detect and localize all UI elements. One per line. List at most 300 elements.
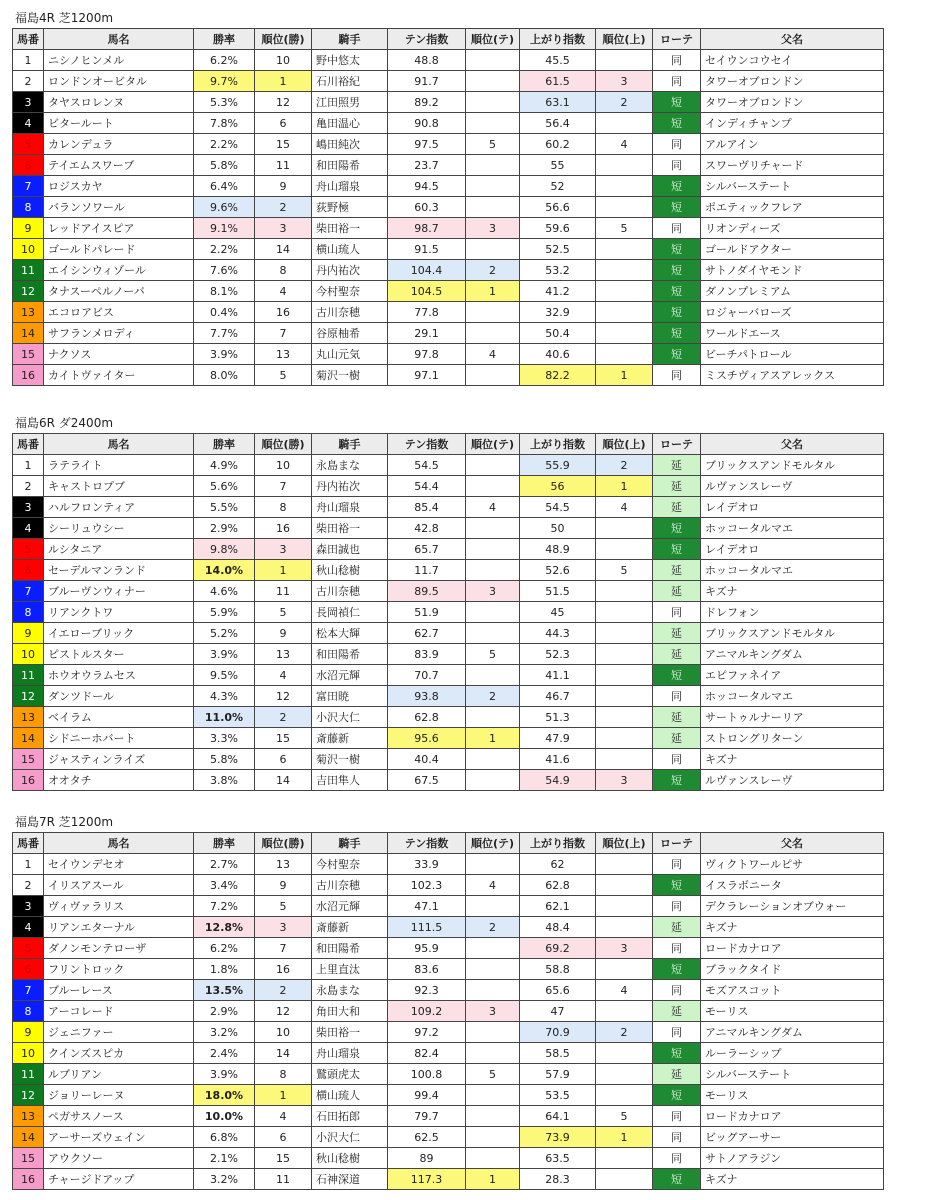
rotation: 短 (653, 770, 701, 791)
rotation: 短 (653, 323, 701, 344)
win-rate: 2.7% (194, 854, 255, 875)
ten-index: 91.5 (388, 239, 466, 260)
sire: ルヴァンスレーヴ (701, 476, 884, 497)
rotation: 同 (653, 71, 701, 92)
horse-name: ホウオウラムセス (44, 665, 194, 686)
horse-number: 1 (13, 50, 44, 71)
ten-index: 111.5 (388, 917, 466, 938)
agari-rank: 5 (596, 1106, 653, 1127)
table-row (13, 749, 884, 770)
win-rate: 10.0% (194, 1106, 255, 1127)
horse-number: 13 (13, 1106, 44, 1127)
jockey: 舟山瑠泉 (312, 497, 388, 518)
horse-number: 9 (13, 623, 44, 644)
horse-number: 8 (13, 1001, 44, 1022)
ten-index: 54.4 (388, 476, 466, 497)
table-row (13, 602, 884, 623)
agari-rank (596, 239, 653, 260)
win-rate: 4.6% (194, 581, 255, 602)
win-rate: 3.9% (194, 344, 255, 365)
horse-name: エイシンウィゾール (44, 260, 194, 281)
win-rank: 7 (255, 476, 312, 497)
agari-index: 70.9 (520, 1022, 596, 1043)
table-row (13, 197, 884, 218)
race-table (12, 832, 884, 1190)
jockey: 永島まな (312, 980, 388, 1001)
header-rotation: ローテ (653, 434, 701, 455)
rotation: 短 (653, 344, 701, 365)
win-rank: 9 (255, 875, 312, 896)
win-rate: 7.8% (194, 113, 255, 134)
jockey: 丸山元気 (312, 344, 388, 365)
win-rank: 4 (255, 1106, 312, 1127)
ten-rank (466, 71, 520, 92)
ten-index: 95.9 (388, 938, 466, 959)
win-rank: 7 (255, 938, 312, 959)
jockey: 野中悠太 (312, 50, 388, 71)
jockey: 松本大輝 (312, 623, 388, 644)
agari-index: 51.5 (520, 581, 596, 602)
agari-index: 55.9 (520, 455, 596, 476)
horse-number: 3 (13, 92, 44, 113)
win-rate: 3.8% (194, 770, 255, 791)
agari-rank: 2 (596, 92, 653, 113)
win-rate: 5.9% (194, 602, 255, 623)
horse-name: セーデルマンランド (44, 560, 194, 581)
rotation: 短 (653, 959, 701, 980)
ten-rank (466, 854, 520, 875)
horse-name: ダンツドール (44, 686, 194, 707)
agari-rank (596, 854, 653, 875)
agari-index: 45 (520, 602, 596, 623)
ten-index: 94.5 (388, 176, 466, 197)
horse-name: シドニーホバート (44, 728, 194, 749)
win-rank: 4 (255, 281, 312, 302)
ten-index: 97.8 (388, 344, 466, 365)
agari-index: 62.1 (520, 896, 596, 917)
agari-rank: 2 (596, 455, 653, 476)
win-rate: 6.2% (194, 50, 255, 71)
jockey: 水沼元輝 (312, 665, 388, 686)
horse-name: リアンクトワ (44, 602, 194, 623)
horse-name: アーサーズウェイン (44, 1127, 194, 1148)
header-horse-number: 馬番 (13, 434, 44, 455)
sire: ゴールドアクター (701, 239, 884, 260)
rotation: 同 (653, 50, 701, 71)
horse-name: ハルフロンティア (44, 497, 194, 518)
agari-rank (596, 749, 653, 770)
table-row (13, 560, 884, 581)
horse-name: ダノンモンテローザ (44, 938, 194, 959)
table-row (13, 1106, 884, 1127)
rotation: 延 (653, 497, 701, 518)
ten-index: 62.5 (388, 1127, 466, 1148)
race-title: 福島7R 芝1200m (15, 815, 114, 829)
win-rank: 5 (255, 896, 312, 917)
ten-index: 70.7 (388, 665, 466, 686)
horse-name: アウクソー (44, 1148, 194, 1169)
horse-number: 13 (13, 302, 44, 323)
agari-index: 52 (520, 176, 596, 197)
horse-name: ブルーレース (44, 980, 194, 1001)
win-rank: 14 (255, 1043, 312, 1064)
rotation: 延 (653, 917, 701, 938)
rotation: 短 (653, 665, 701, 686)
header-jockey: 騎手 (312, 29, 388, 50)
horse-name: ジャスティンライズ (44, 749, 194, 770)
horse-name: チャージドアップ (44, 1169, 194, 1190)
race-title: 福島4R 芝1200m (15, 11, 114, 25)
win-rate: 2.2% (194, 239, 255, 260)
agari-index: 54.5 (520, 497, 596, 518)
win-rate: 2.9% (194, 518, 255, 539)
table-row (13, 92, 884, 113)
ten-rank: 4 (466, 344, 520, 365)
ten-index: 11.7 (388, 560, 466, 581)
agari-rank (596, 875, 653, 896)
rotation: 短 (653, 92, 701, 113)
horse-name: ジェニファー (44, 1022, 194, 1043)
table-row (13, 497, 884, 518)
horse-number: 6 (13, 155, 44, 176)
win-rank: 5 (255, 602, 312, 623)
win-rate: 2.2% (194, 134, 255, 155)
ten-index: 109.2 (388, 1001, 466, 1022)
win-rank: 3 (255, 917, 312, 938)
horse-number: 7 (13, 176, 44, 197)
agari-index: 50.4 (520, 323, 596, 344)
agari-index: 52.5 (520, 239, 596, 260)
rotation: 同 (653, 686, 701, 707)
sire: タワーオブロンドン (701, 71, 884, 92)
agari-rank (596, 518, 653, 539)
agari-rank: 3 (596, 770, 653, 791)
header-jockey: 騎手 (312, 833, 388, 854)
agari-index: 60.2 (520, 134, 596, 155)
jockey: 斎藤新 (312, 917, 388, 938)
ten-index: 54.5 (388, 455, 466, 476)
win-rank: 8 (255, 260, 312, 281)
agari-rank (596, 281, 653, 302)
win-rank: 11 (255, 155, 312, 176)
horse-number: 11 (13, 1064, 44, 1085)
win-rate: 5.8% (194, 155, 255, 176)
win-rate: 5.2% (194, 623, 255, 644)
sire: ミスチヴィアスアレックス (701, 365, 884, 386)
table-row (13, 938, 884, 959)
horse-number: 5 (13, 938, 44, 959)
ten-rank (466, 239, 520, 260)
ten-index: 51.9 (388, 602, 466, 623)
jockey: 柴田裕一 (312, 1022, 388, 1043)
ten-index: 91.7 (388, 71, 466, 92)
sire: キズナ (701, 917, 884, 938)
table-row (13, 455, 884, 476)
ten-rank (466, 197, 520, 218)
sire: ストロングリターン (701, 728, 884, 749)
jockey: 丹内祐次 (312, 476, 388, 497)
sire: ルヴァンスレーヴ (701, 770, 884, 791)
win-rate: 5.8% (194, 749, 255, 770)
rotation: 延 (653, 1064, 701, 1085)
jockey: 今村聖奈 (312, 854, 388, 875)
table-row (13, 365, 884, 386)
table-row (13, 686, 884, 707)
ten-rank (466, 896, 520, 917)
rotation: 延 (653, 560, 701, 581)
ten-index: 89.5 (388, 581, 466, 602)
header-agari-rank: 順位(上) (596, 833, 653, 854)
ten-index: 95.6 (388, 728, 466, 749)
agari-index: 40.6 (520, 344, 596, 365)
horse-number: 9 (13, 1022, 44, 1043)
sire: ロードカナロア (701, 1106, 884, 1127)
horse-name: エコロアビス (44, 302, 194, 323)
ten-rank (466, 623, 520, 644)
sire: ロジャーバローズ (701, 302, 884, 323)
table-row (13, 476, 884, 497)
agari-rank (596, 50, 653, 71)
horse-name: ペガサスノース (44, 1106, 194, 1127)
header-ten-rank: 順位(テ) (466, 833, 520, 854)
ten-rank: 5 (466, 644, 520, 665)
win-rank: 9 (255, 176, 312, 197)
horse-number: 2 (13, 476, 44, 497)
win-rate: 0.4% (194, 302, 255, 323)
ten-rank (466, 1043, 520, 1064)
win-rate: 9.7% (194, 71, 255, 92)
agari-rank (596, 728, 653, 749)
horse-name: レッドアイスピア (44, 218, 194, 239)
horse-name: ロジスカヤ (44, 176, 194, 197)
sire: デクラレーションオブウォー (701, 896, 884, 917)
ten-index: 89.2 (388, 92, 466, 113)
agari-index: 64.1 (520, 1106, 596, 1127)
header-horse-number: 馬番 (13, 833, 44, 854)
jockey: 荻野極 (312, 197, 388, 218)
ten-index: 33.9 (388, 854, 466, 875)
table-row (13, 50, 884, 71)
horse-number: 6 (13, 959, 44, 980)
header-agari-rank: 順位(上) (596, 434, 653, 455)
table-row (13, 1169, 884, 1190)
horse-number: 3 (13, 497, 44, 518)
header-sire: 父名 (701, 833, 884, 854)
win-rate: 8.1% (194, 281, 255, 302)
horse-number: 7 (13, 980, 44, 1001)
horse-name: シーリュウシー (44, 518, 194, 539)
win-rate: 14.0% (194, 560, 255, 581)
agari-index: 61.5 (520, 71, 596, 92)
win-rank: 2 (255, 707, 312, 728)
sire: レイデオロ (701, 539, 884, 560)
ten-rank (466, 92, 520, 113)
jockey: 長岡禎仁 (312, 602, 388, 623)
win-rate: 4.9% (194, 455, 255, 476)
agari-rank (596, 344, 653, 365)
jockey: 菊沢一樹 (312, 365, 388, 386)
horse-number: 8 (13, 602, 44, 623)
ten-rank (466, 980, 520, 1001)
sire: ポエティックフレア (701, 197, 884, 218)
ten-index: 117.3 (388, 1169, 466, 1190)
agari-index: 62.8 (520, 875, 596, 896)
win-rate: 13.5% (194, 980, 255, 1001)
agari-rank (596, 896, 653, 917)
horse-name: ゴールドパレード (44, 239, 194, 260)
jockey: 小沢大仁 (312, 707, 388, 728)
agari-index: 32.9 (520, 302, 596, 323)
sire: アルアイン (701, 134, 884, 155)
horse-name: イリスアスール (44, 875, 194, 896)
horse-number: 10 (13, 644, 44, 665)
rotation: 同 (653, 1022, 701, 1043)
table-row (13, 323, 884, 344)
ten-rank (466, 455, 520, 476)
agari-rank: 5 (596, 560, 653, 581)
sire: ロードカナロア (701, 938, 884, 959)
ten-rank (466, 602, 520, 623)
horse-name: セイウンデセオ (44, 854, 194, 875)
rotation: 同 (653, 1148, 701, 1169)
jockey: 永島まな (312, 455, 388, 476)
sire: シルバーステート (701, 1064, 884, 1085)
rotation: 同 (653, 365, 701, 386)
rotation: 同 (653, 896, 701, 917)
ten-index: 89 (388, 1148, 466, 1169)
win-rank: 14 (255, 770, 312, 791)
ten-index: 99.4 (388, 1085, 466, 1106)
jockey: 和田陽希 (312, 938, 388, 959)
ten-index: 77.8 (388, 302, 466, 323)
rotation: 同 (653, 980, 701, 1001)
jockey: 柴田裕一 (312, 218, 388, 239)
win-rate: 7.7% (194, 323, 255, 344)
horse-name: カレンデュラ (44, 134, 194, 155)
ten-index: 67.5 (388, 770, 466, 791)
horse-name: ブルーヴンウィナー (44, 581, 194, 602)
win-rate: 3.2% (194, 1022, 255, 1043)
ten-index: 82.4 (388, 1043, 466, 1064)
agari-rank: 2 (596, 1022, 653, 1043)
horse-number: 4 (13, 917, 44, 938)
win-rank: 7 (255, 323, 312, 344)
ten-rank (466, 176, 520, 197)
horse-name: アーコレード (44, 1001, 194, 1022)
sire: サートゥルナーリア (701, 707, 884, 728)
sire: ホッコータルマエ (701, 686, 884, 707)
horse-number: 7 (13, 581, 44, 602)
horse-name: フリントロック (44, 959, 194, 980)
horse-number: 12 (13, 686, 44, 707)
agari-index: 41.2 (520, 281, 596, 302)
horse-number: 6 (13, 560, 44, 581)
jockey: 石田拓郎 (312, 1106, 388, 1127)
win-rank: 9 (255, 623, 312, 644)
jockey: 鷲頭虎太 (312, 1064, 388, 1085)
sire: キズナ (701, 749, 884, 770)
ten-index: 29.1 (388, 323, 466, 344)
sire: セイウンコウセイ (701, 50, 884, 71)
table-row (13, 239, 884, 260)
agari-index: 41.6 (520, 749, 596, 770)
horse-name: ピストルスター (44, 644, 194, 665)
win-rank: 11 (255, 581, 312, 602)
ten-index: 98.7 (388, 218, 466, 239)
win-rank: 3 (255, 218, 312, 239)
win-rank: 15 (255, 728, 312, 749)
table-row (13, 155, 884, 176)
horse-name: オオタチ (44, 770, 194, 791)
win-rank: 16 (255, 959, 312, 980)
table-row (13, 134, 884, 155)
rotation: 短 (653, 281, 701, 302)
ten-index: 62.8 (388, 707, 466, 728)
agari-rank: 1 (596, 365, 653, 386)
agari-rank (596, 323, 653, 344)
win-rate: 6.8% (194, 1127, 255, 1148)
ten-rank (466, 323, 520, 344)
rotation: 短 (653, 239, 701, 260)
ten-rank: 2 (466, 917, 520, 938)
header-ten-index: テン指数 (388, 29, 466, 50)
jockey: 上里直汰 (312, 959, 388, 980)
rotation: 同 (653, 854, 701, 875)
agari-index: 53.5 (520, 1085, 596, 1106)
horse-number: 15 (13, 1148, 44, 1169)
sire: ホッコータルマエ (701, 518, 884, 539)
rotation: 延 (653, 455, 701, 476)
ten-rank (466, 365, 520, 386)
rotation: 同 (653, 155, 701, 176)
ten-index: 97.1 (388, 365, 466, 386)
horse-name: タヤスロレンヌ (44, 92, 194, 113)
race-table (12, 433, 884, 791)
sire: ワールドエース (701, 323, 884, 344)
agari-index: 56.4 (520, 113, 596, 134)
rotation: 延 (653, 1001, 701, 1022)
table-row (13, 581, 884, 602)
win-rank: 12 (255, 92, 312, 113)
jockey: 和田陽希 (312, 644, 388, 665)
win-rate: 3.4% (194, 875, 255, 896)
table-row (13, 281, 884, 302)
win-rank: 2 (255, 980, 312, 1001)
rotation: 延 (653, 623, 701, 644)
agari-index: 73.9 (520, 1127, 596, 1148)
agari-index: 63.5 (520, 1148, 596, 1169)
header-win-rank: 順位(勝) (255, 29, 312, 50)
jockey: 今村聖奈 (312, 281, 388, 302)
ten-rank: 5 (466, 134, 520, 155)
race-table (12, 28, 884, 386)
ten-rank (466, 560, 520, 581)
horse-number: 12 (13, 281, 44, 302)
ten-index: 47.1 (388, 896, 466, 917)
table-row (13, 1043, 884, 1064)
agari-index: 69.2 (520, 938, 596, 959)
ten-index: 90.8 (388, 113, 466, 134)
rotation: 短 (653, 197, 701, 218)
rotation: 短 (653, 1085, 701, 1106)
win-rate: 4.3% (194, 686, 255, 707)
win-rank: 1 (255, 560, 312, 581)
table-row (13, 875, 884, 896)
header-row (13, 434, 884, 455)
header-jockey: 騎手 (312, 434, 388, 455)
agari-index: 59.6 (520, 218, 596, 239)
jockey: 古川奈穂 (312, 875, 388, 896)
